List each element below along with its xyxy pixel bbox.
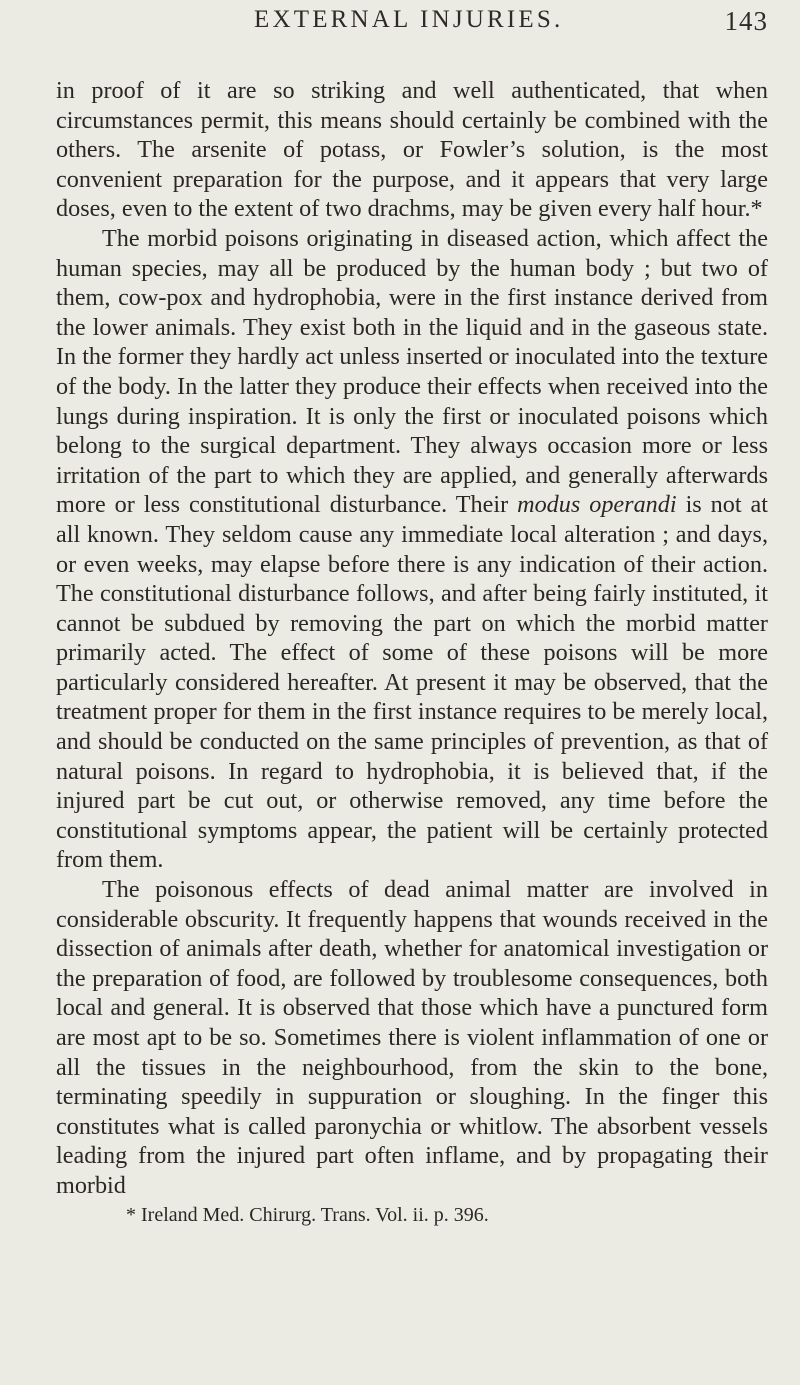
running-head <box>56 6 768 46</box>
running-head-title: EXTERNAL INJURIES. <box>254 6 564 33</box>
paragraph-2-text-a: The morbid poisons originating in diseased action, which affect the human species, may all be produced by the human body ; but two of them, cow-pox and hydrophobia, were in the first instance derived from the lower animals. They exist both in the liquid and in the gaseous state. In the former they hardly act unless inserted or inoculated into the texture of the body. In the latter they produce their effects when received into the lungs during inspiration. It is only the first or inoculated poisons which belong to the surgical department. They always occasion more or less irritation of the part to which they are applied, and generally afterwards more or less constitutional disturbance. Their <box>56 224 768 519</box>
paragraph-2-italic-phrase: modus operandi <box>517 491 677 519</box>
paragraph-2-text-b: is not at all known. They seldom cause any immediate local alteration ; and days, or even weeks, may elapse before there is any indication of their action. The constitutional disturbance follows, and after being fairly instituted, it cannot be subdued by removing the part on which the morbid matter primarily acted. The effect of some of these poisons will be more particularly considered hereafter. At present it may be observed, that the treatment proper for them in the first instance requires to be merely local, and should be conducted on the same principles of prevention, as that of natural poisons. In regard to hydrophobia, it is believed that, if the injured part be cut out, or otherwise removed, any time before the constitutional symptoms appear, the patient will be certainly protected from them. <box>56 491 769 874</box>
page-number: 143 <box>724 6 768 36</box>
paragraph-3-text: The poisonous effects of dead animal matter are involved in considerable obscurity. It frequently happens that wounds received in the dissection of animals after death, whether for anatomical investigation or the preparation of food, are followed by troublesome consequences, both local and general. It is observed that those which have a punctured form are most apt to be so. Sometimes there is violent inflammation of one or all the tissues in the neighbourhood, from the skin to the bone, terminating speedily in suppuration or sloughing. In the finger this constitutes what is called paronychia or whitlow. The absorbent vessels leading from the injured part often inflame, and by propagating their morbid <box>56 876 768 1199</box>
footnote: * Ireland Med. Chirurg. Trans. Vol. ii. p. 396. <box>126 1203 489 1226</box>
paragraph-2 <box>56 224 768 875</box>
body-text <box>56 76 768 1201</box>
paragraph-1-text: in proof of it are so striking and well authenticated, that when circumstances permit, this means should certainly be combined with the others. The arsenite of potass, or Fowler’s solution, is the most convenient preparation for the purpose, and it appears that very large doses, even to the extent of two drachms, may be given every half hour.* <box>56 77 768 223</box>
book-page <box>56 6 769 1227</box>
paragraph-3 <box>56 875 768 1201</box>
paragraph-1 <box>56 76 768 224</box>
